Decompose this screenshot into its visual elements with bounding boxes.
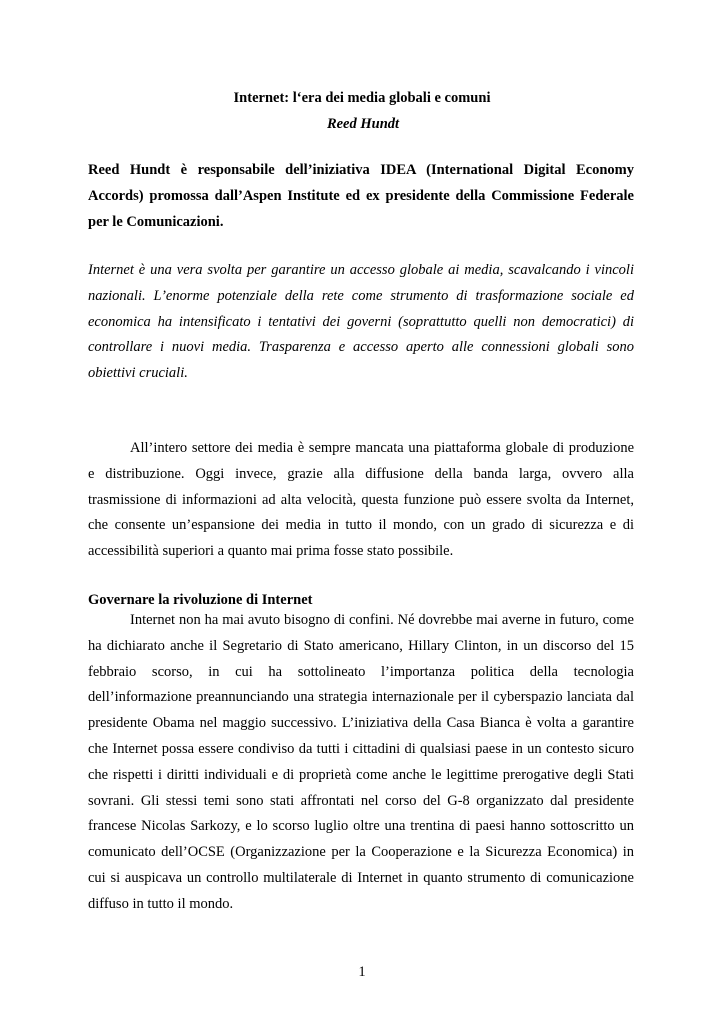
paragraph-line: economica ha intensificato i tentativi dei governi (soprattutto quelli non democratici) di xyxy=(88,313,634,330)
paragraph-line: che consente un’espansione dei media in tutto il mondo, con un grado di sicurezza e di xyxy=(88,517,634,534)
paragraph-line: e distribuzione. Oggi invece, grazie alla diffusione della banda larga, ovvero alla xyxy=(88,465,634,482)
document-title: Internet: l‘era dei media globali e comuni xyxy=(233,90,491,106)
paragraph-line: Internet non ha mai avuto bisogno di confini. Né dovrebbe mai averne in futuro, come xyxy=(130,612,634,628)
paragraph-line: controllare i nuovi media. Trasparenza e accesso aperto alle connessioni globali sono xyxy=(88,339,634,356)
paragraph-line: All’intero settore dei media è sempre mancata una piattaforma globale di produzione xyxy=(130,440,634,456)
author-bio-paragraph xyxy=(88,158,634,235)
abstract-paragraph xyxy=(88,258,634,387)
paragraph-line: francese Nicolas Sarkozy, e lo scorso luglio oltre una trentina di paesi hanno sottoscritto un xyxy=(88,818,634,835)
paragraph-line: che Internet possa essere condiviso da tutti i cittadini di qualsiasi paese in un contesto sicuro xyxy=(88,740,634,757)
paragraph-line: trasmissione di informazioni ad alta velocità, questa funzione può essere svolta da Internet, xyxy=(88,491,634,508)
paragraph-line: comunicato dell’OCSE (Organizzazione per la Cooperazione e la Sicurezza Economica) in xyxy=(88,844,634,861)
paragraph-line: febbraio scorso, in cui ha sottolineato l’importanza politica della tecnologia xyxy=(88,663,634,680)
paragraph-line: ha dichiarato anche il Segretario di Stato americano, Hillary Clinton, in un discorso del 15 xyxy=(88,637,634,654)
paragraph-line: nazionali. L’enorme potenziale della rete come strumento di trasformazione sociale ed xyxy=(88,287,634,304)
paragraph-line: accessibilità superiori a quanto mai prima fosse stato possibile. xyxy=(88,543,454,560)
paragraph-line: Internet è una vera svolta per garantire un accesso globale ai media, scavalcando i vincoli xyxy=(88,262,634,278)
paragraph-line: dell’informazione preannunciando una strategia internazionale per il cyberspazio lanciata dal xyxy=(88,689,634,706)
paragraph-line: per le Comunicazioni. xyxy=(88,213,224,230)
paragraph-line: Accords) promossa dall’Aspen Institute ed ex presidente della Commissione Federale xyxy=(88,187,634,204)
paragraph-line: presidente Obama nel maggio successivo. L’iniziativa della Casa Bianca è volta a garantire xyxy=(88,715,634,732)
page-number: 1 xyxy=(358,964,366,980)
paragraph-line: che rispetti i diritti individuali e di proprietà come anche le legittime prerogative degli Stati xyxy=(88,766,634,783)
body-paragraph-1 xyxy=(88,436,634,565)
document-author: Reed Hundt xyxy=(326,116,400,132)
paragraph-line: diffuso in tutto il mondo. xyxy=(88,895,234,912)
body-paragraph-2 xyxy=(88,608,634,918)
paragraph-line: cui si auspicava un controllo multilaterale di Internet in quanto strumento di comunicazione xyxy=(88,869,634,886)
paragraph-line: obiettivi cruciali. xyxy=(88,365,188,382)
section-heading: Governare la rivoluzione di Internet xyxy=(88,592,313,608)
paragraph-line: sovrani. Gli stessi temi sono stati affrontati nel corso del G-8 organizzato dal presidente xyxy=(88,792,634,809)
paragraph-line: Reed Hundt è responsabile dell’iniziativa IDEA (International Digital Economy xyxy=(88,162,634,178)
